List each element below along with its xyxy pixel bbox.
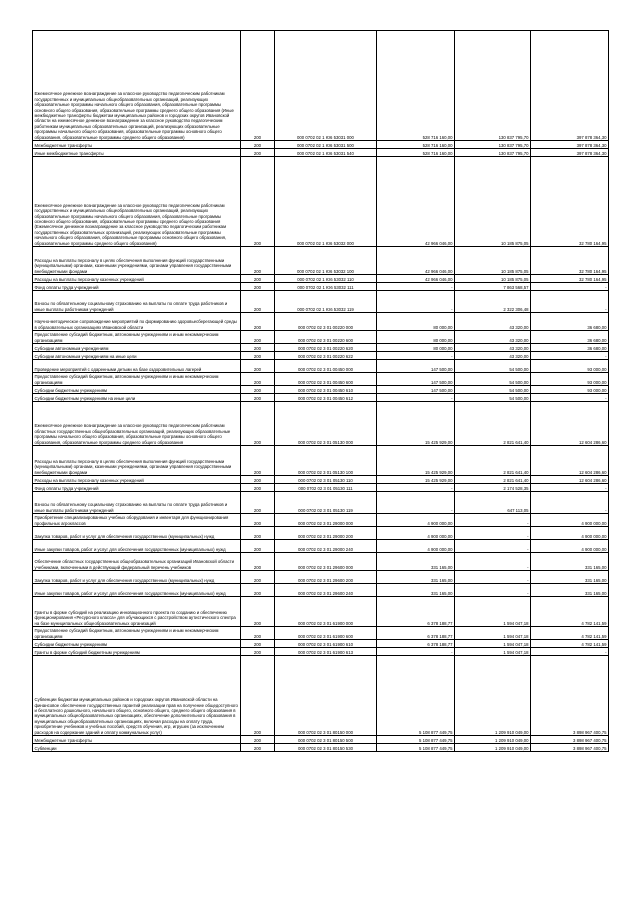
- row-unexecuted: 12 604 286,60: [531, 402, 609, 446]
- table-row: [33, 736, 609, 744]
- row-approved: 331 165,00: [377, 584, 455, 597]
- table-row: [33, 275, 609, 283]
- row-unexecuted: 93 000,00: [531, 386, 609, 394]
- row-name: Субсидии автономным учреждениям на иные цели: [33, 352, 241, 360]
- table-row: [33, 640, 609, 648]
- table-row: [33, 514, 609, 527]
- row-kbk: 000 0702 02 3 01 61900 600: [275, 627, 377, 640]
- row-code: 200: [241, 373, 275, 386]
- row-executed: 10 185 875,05: [455, 275, 531, 283]
- table-row: [33, 476, 609, 484]
- row-executed: 54 500,00: [455, 360, 531, 373]
- row-name: Субвенции бюджетам муниципальных районов и городских округов Ивановской области на финансовое обеспечение государственных гарантий реализации прав на получение общедоступного и бесплатного дошкольного, начального общего, основного общего, среднего общего образования в муниципальных общеобразовательных организациях, обеспечение дополнительного образования в муниципальных общеобразовательных организациях, включая расходы на оплату труда, приобретение учебников и учебных пособий, средств обучения, игр, игрушек (за исключением расходов на содержание зданий и оплату коммунальных услуг): [33, 656, 241, 736]
- row-name: Расходы на выплаты персоналу казенных учреждений: [33, 275, 241, 283]
- row-name: Межбюджетные трансферты: [33, 141, 241, 149]
- table-row: [33, 584, 609, 597]
- row-kbk: 000 0702 02 3 01 05130 100: [275, 446, 377, 476]
- row-kbk: 000 0702 02 3 01 00220 600: [275, 331, 377, 344]
- row-kbk: 000 0702 02 1 Ю6 53031 000: [275, 31, 377, 141]
- table-row: [33, 394, 609, 402]
- row-unexecuted: -: [531, 352, 609, 360]
- row-kbk: 000 0702 02 3 01 00220 622: [275, 352, 377, 360]
- row-approved: 528 716 160,00: [377, 141, 455, 149]
- row-kbk: 000 0702 02 3 01 00450 600: [275, 373, 377, 386]
- row-unexecuted: 331 165,00: [531, 553, 609, 571]
- row-name: Иные закупки товаров, работ и услуг для обеспечения государственных (муниципальных) нужд: [33, 540, 241, 553]
- row-executed: 647 113,05: [455, 492, 531, 514]
- table-row: [33, 352, 609, 360]
- row-name: Закупка товаров, работ и услуг для обеспечения государственных (муниципальных) нужд: [33, 571, 241, 584]
- row-unexecuted: 93 000,00: [531, 360, 609, 373]
- row-unexecuted: -: [531, 291, 609, 313]
- row-code: 200: [241, 247, 275, 275]
- row-unexecuted: 4 782 141,59: [531, 597, 609, 627]
- row-code: 200: [241, 640, 275, 648]
- row-name: Ежемесячное денежное вознаграждение за классное руководство педагогическим работникам областных государственных общеобразовательных организаций, реализующих образовательные программы начального общего образования, образовательные программы основного общего образования, образовательные программы среднего общего образования: [33, 402, 241, 446]
- row-executed: -: [455, 527, 531, 540]
- row-name: Предоставление субсидий бюджетным, автономным учреждениям и иным некоммерческим организациям: [33, 627, 241, 640]
- table-row: [33, 527, 609, 540]
- row-kbk: 000 0702 02 3 01 00220 620: [275, 344, 377, 352]
- table-row: [33, 744, 609, 752]
- row-code: 200: [241, 597, 275, 627]
- row-approved: 80 000,00: [377, 344, 455, 352]
- row-code: 200: [241, 386, 275, 394]
- row-executed: 10 185 875,05: [455, 247, 531, 275]
- row-approved: 147 500,00: [377, 386, 455, 394]
- row-name: Субвенции: [33, 744, 241, 752]
- row-code: 200: [241, 291, 275, 313]
- row-code: 200: [241, 283, 275, 291]
- row-unexecuted: 36 680,00: [531, 344, 609, 352]
- row-code: 200: [241, 31, 275, 141]
- row-kbk: 000 0702 02 3 01 00450 612: [275, 394, 377, 402]
- budget-execution-table: [32, 30, 609, 752]
- row-approved: -: [377, 492, 455, 514]
- row-approved: 4 900 000,00: [377, 514, 455, 527]
- table-row: [33, 627, 609, 640]
- row-approved: -: [377, 291, 455, 313]
- row-name: Ежемесячное денежное вознаграждение за классное руководство педагогическим работникам государственных и муниципальных общеобразовательных организаций, реализующих образовательные программы начального общего образования, образовательные программы основного общего образования, образовательные программы среднего общего образования (Иные межбюджетные трансферты бюджетам муниципальных районов и городских округов Ивановской области на ежемесячное денежное вознаграждение за классное руководство педагогическим работникам муниципальных образовательных организаций, реализующих образовательные программы начального общего образования, образовательные программы основного общего образования, образовательные программы среднего общего образования): [33, 31, 241, 141]
- row-executed: -: [455, 514, 531, 527]
- row-code: 200: [241, 553, 275, 571]
- row-name: Взносы по обязательному социальному страхованию на выплаты по оплате труда работников и иные выплаты работникам учреждений: [33, 492, 241, 514]
- row-executed: 7 863 568,57: [455, 283, 531, 291]
- row-executed: 1 209 910 049,00: [455, 736, 531, 744]
- row-approved: 42 966 046,00: [377, 157, 455, 247]
- row-executed: 2 821 641,40: [455, 476, 531, 484]
- table-row: [33, 313, 609, 331]
- row-code: 200: [241, 149, 275, 157]
- row-approved: -: [377, 394, 455, 402]
- row-executed: 1 209 910 049,00: [455, 744, 531, 752]
- row-name: Расходы на выплаты персоналу в целях обеспечения выполнения функций государственными (муниципальными) органами, казенными учреждениями, органами управления государственными внебюджетными фондами: [33, 247, 241, 275]
- row-code: 200: [241, 352, 275, 360]
- row-name: Гранты в форме субсидий бюджетным учреждениям: [33, 648, 241, 656]
- row-executed: 10 185 875,05: [455, 157, 531, 247]
- row-code: 200: [241, 627, 275, 640]
- row-name: Научно-методическое сопровождение мероприятий по формированию здоровьесберегающей среды в образовательных организациях Ивановской области: [33, 313, 241, 331]
- row-code: 200: [241, 492, 275, 514]
- row-executed: 54 500,00: [455, 386, 531, 394]
- row-kbk: 000 0702 02 3 01 61900 613: [275, 648, 377, 656]
- table-row: [33, 553, 609, 571]
- table-row: [33, 571, 609, 584]
- row-kbk: 000 0702 02 3 01 80150 500: [275, 736, 377, 744]
- row-unexecuted: 32 780 164,95: [531, 157, 609, 247]
- row-code: 200: [241, 476, 275, 484]
- row-kbk: 000 0702 02 3 01 29000 240: [275, 540, 377, 553]
- row-name: Межбюджетные трансферты: [33, 736, 241, 744]
- row-code: 200: [241, 540, 275, 553]
- row-executed: 130 837 795,70: [455, 141, 531, 149]
- row-executed: 43 320,00: [455, 313, 531, 331]
- row-code: 200: [241, 157, 275, 247]
- table-row: [33, 344, 609, 352]
- row-executed: 2 174 528,35: [455, 484, 531, 492]
- table-row: [33, 141, 609, 149]
- row-approved: 42 966 046,00: [377, 275, 455, 283]
- table-row: [33, 157, 609, 247]
- row-code: 200: [241, 584, 275, 597]
- row-kbk: 000 0702 02 1 Ю6 53032 100: [275, 247, 377, 275]
- row-approved: 42 966 046,00: [377, 247, 455, 275]
- row-executed: 54 500,00: [455, 394, 531, 402]
- row-kbk: 000 0702 02 3 01 29000 000: [275, 514, 377, 527]
- row-name: Фонд оплаты труда учреждений: [33, 484, 241, 492]
- row-approved: 4 900 000,00: [377, 540, 455, 553]
- table-row: [33, 492, 609, 514]
- row-kbk: 000 0702 02 1 Ю6 53032 000: [275, 157, 377, 247]
- row-unexecuted: 397 878 364,30: [531, 149, 609, 157]
- row-approved: 6 378 188,77: [377, 597, 455, 627]
- row-approved: 80 000,00: [377, 331, 455, 344]
- row-executed: 1 594 047,18: [455, 648, 531, 656]
- row-code: 200: [241, 571, 275, 584]
- row-code: 200: [241, 402, 275, 446]
- row-unexecuted: -: [531, 492, 609, 514]
- row-executed: 130 837 795,70: [455, 149, 531, 157]
- row-name: Обеспечение областных государственных общеобразовательных организаций Ивановской области учебниками, включенными в действующий федеральный перечень учебников: [33, 553, 241, 571]
- row-executed: 2 821 641,40: [455, 446, 531, 476]
- row-name: Субсидии бюджетным учреждениям на иные цели: [33, 394, 241, 402]
- row-name: Приобретение специализированных учебных оборудования и инвентаря для функционирования профильных агроклассов: [33, 514, 241, 527]
- row-unexecuted: 331 165,00: [531, 584, 609, 597]
- row-approved: 4 900 000,00: [377, 527, 455, 540]
- row-unexecuted: 3 898 967 400,75: [531, 656, 609, 736]
- row-unexecuted: 32 780 164,95: [531, 275, 609, 283]
- row-approved: 6 378 188,77: [377, 640, 455, 648]
- row-approved: 15 425 929,00: [377, 446, 455, 476]
- row-name: Расходы на выплаты персоналу казенных учреждений: [33, 476, 241, 484]
- row-code: 200: [241, 141, 275, 149]
- row-approved: -: [377, 352, 455, 360]
- row-executed: -: [455, 540, 531, 553]
- row-approved: 528 716 160,00: [377, 149, 455, 157]
- row-name: Субсидии автономным учреждениям: [33, 344, 241, 352]
- row-code: 200: [241, 514, 275, 527]
- row-unexecuted: -: [531, 394, 609, 402]
- row-approved: -: [377, 484, 455, 492]
- row-approved: 331 165,00: [377, 571, 455, 584]
- row-executed: -: [455, 571, 531, 584]
- row-kbk: 000 0702 02 1 Ю6 53032 110: [275, 275, 377, 283]
- table-row: [33, 446, 609, 476]
- row-kbk: 000 0702 02 1 Ю6 53031 500: [275, 141, 377, 149]
- row-name: Гранты в форме субсидий на реализацию инновационного проекта по созданию и обеспечению функционирования «Ресурсного класса» для обучающихся с расстройством аутистического спектра на базе муниципальных общеобразовательных организаций: [33, 597, 241, 627]
- row-kbk: 000 0702 02 3 01 00450 000: [275, 360, 377, 373]
- row-unexecuted: 93 000,00: [531, 373, 609, 386]
- row-kbk: 000 0702 02 3 01 05130 111: [275, 484, 377, 492]
- row-approved: 80 000,00: [377, 313, 455, 331]
- row-kbk: 000 0702 02 3 01 29000 200: [275, 527, 377, 540]
- row-executed: 1 209 910 049,00: [455, 656, 531, 736]
- row-name: Предоставление субсидий бюджетным, автономным учреждениям и иным некоммерческим организациям: [33, 373, 241, 386]
- row-unexecuted: 36 680,00: [531, 313, 609, 331]
- row-kbk: 000 0702 02 3 01 29600 200: [275, 571, 377, 584]
- table-row: [33, 149, 609, 157]
- table-row: [33, 373, 609, 386]
- row-unexecuted: 397 878 364,30: [531, 31, 609, 141]
- row-code: 200: [241, 394, 275, 402]
- table-row: [33, 283, 609, 291]
- row-kbk: 000 0702 02 3 01 61900 000: [275, 597, 377, 627]
- row-approved: 147 500,00: [377, 360, 455, 373]
- row-approved: 147 500,00: [377, 373, 455, 386]
- row-executed: 1 594 047,18: [455, 597, 531, 627]
- row-executed: 1 594 047,18: [455, 627, 531, 640]
- row-approved: 15 425 929,00: [377, 402, 455, 446]
- row-code: 200: [241, 331, 275, 344]
- row-approved: 15 425 929,00: [377, 476, 455, 484]
- row-name: Субсидии бюджетным учреждениям: [33, 640, 241, 648]
- row-approved: 331 165,00: [377, 553, 455, 571]
- row-unexecuted: -: [531, 484, 609, 492]
- row-approved: 528 716 160,00: [377, 31, 455, 141]
- row-executed: -: [455, 553, 531, 571]
- row-executed: 54 500,00: [455, 373, 531, 386]
- row-approved: 6 378 188,77: [377, 627, 455, 640]
- row-approved: 5 108 877 449,75: [377, 736, 455, 744]
- row-kbk: 000 0702 02 3 01 05130 119: [275, 492, 377, 514]
- row-kbk: 000 0702 02 3 01 80150 530: [275, 744, 377, 752]
- row-executed: -: [455, 584, 531, 597]
- row-kbk: 000 0702 02 3 01 00450 610: [275, 386, 377, 394]
- table-row: [33, 648, 609, 656]
- row-code: 200: [241, 736, 275, 744]
- row-kbk: 000 0702 02 3 01 61900 610: [275, 640, 377, 648]
- row-kbk: 000 0702 02 1 Ю6 53031 540: [275, 149, 377, 157]
- row-unexecuted: -: [531, 283, 609, 291]
- table-row: [33, 247, 609, 275]
- row-executed: 43 320,00: [455, 352, 531, 360]
- row-unexecuted: 3 898 967 400,75: [531, 744, 609, 752]
- row-unexecuted: 4 782 141,59: [531, 627, 609, 640]
- row-kbk: 000 0702 02 1 Ю6 53032 119: [275, 291, 377, 313]
- row-unexecuted: 331 165,00: [531, 571, 609, 584]
- row-unexecuted: 32 780 164,95: [531, 247, 609, 275]
- row-name: Фонд оплаты труда учреждений: [33, 283, 241, 291]
- row-code: 200: [241, 313, 275, 331]
- row-code: 200: [241, 744, 275, 752]
- table-row: [33, 31, 609, 141]
- row-code: 200: [241, 344, 275, 352]
- row-unexecuted: -: [531, 648, 609, 656]
- row-approved: -: [377, 283, 455, 291]
- row-name: Проведение мероприятий с одаренными детьми на базе оздоровительных лагерей: [33, 360, 241, 373]
- row-code: 200: [241, 275, 275, 283]
- row-executed: 2 821 641,40: [455, 402, 531, 446]
- row-name: Предоставление субсидий бюджетным, автономным учреждениям и иным некоммерческим организациям: [33, 331, 241, 344]
- table-row: [33, 360, 609, 373]
- table-row: [33, 386, 609, 394]
- row-approved: -: [377, 648, 455, 656]
- row-kbk: 000 0702 02 3 01 00220 000: [275, 313, 377, 331]
- row-unexecuted: 4 900 000,00: [531, 527, 609, 540]
- row-name: Закупка товаров, работ и услуг для обеспечения государственных (муниципальных) нужд: [33, 527, 241, 540]
- row-approved: 5 108 877 449,75: [377, 656, 455, 736]
- row-kbk: 000 0702 02 3 01 29600 000: [275, 553, 377, 571]
- row-executed: 1 594 047,18: [455, 640, 531, 648]
- row-unexecuted: 3 898 967 400,75: [531, 736, 609, 744]
- row-unexecuted: 397 878 364,30: [531, 141, 609, 149]
- table-row: [33, 402, 609, 446]
- row-code: 200: [241, 360, 275, 373]
- row-name: Ежемесячное денежное вознаграждение за классное руководство педагогическим работникам государственных и муниципальных общеобразовательных организаций, реализующих образовательные программы начального общего образования, образовательные программы основного общего образования, образовательные программы среднего общего образования (Ежемесячное денежное вознаграждение за классное руководство педагогическим работникам государственных образовательных организаций, реализующих образовательные программы начального общего образования, образовательные программы основного общего образования, образовательные программы среднего общего образования): [33, 157, 241, 247]
- row-kbk: 000 0702 02 3 01 05130 000: [275, 402, 377, 446]
- row-executed: 130 837 795,70: [455, 31, 531, 141]
- row-name: Иные закупки товаров, работ и услуг для обеспечения государственных (муниципальных) нужд: [33, 584, 241, 597]
- row-code: 200: [241, 484, 275, 492]
- row-code: 200: [241, 446, 275, 476]
- row-code: 200: [241, 648, 275, 656]
- row-unexecuted: 36 680,00: [531, 331, 609, 344]
- table-row: [33, 656, 609, 736]
- table-row: [33, 484, 609, 492]
- row-code: 200: [241, 656, 275, 736]
- row-executed: 43 320,00: [455, 331, 531, 344]
- row-unexecuted: 4 900 000,00: [531, 540, 609, 553]
- row-name: Иные межбюджетные трансферты: [33, 149, 241, 157]
- row-approved: 5 108 877 449,75: [377, 744, 455, 752]
- row-name: Взносы по обязательному социальному страхованию на выплаты по оплате труда работников и иные выплаты работникам учреждений: [33, 291, 241, 313]
- row-kbk: 000 0702 02 1 Ю6 53032 111: [275, 283, 377, 291]
- row-executed: 2 322 306,48: [455, 291, 531, 313]
- row-name: Расходы на выплаты персоналу в целях обеспечения выполнения функций государственными (муниципальными) органами, казенными учреждениями, органами управления государственными внебюджетными фондами: [33, 446, 241, 476]
- row-code: 200: [241, 527, 275, 540]
- row-kbk: 000 0702 02 3 01 80150 000: [275, 656, 377, 736]
- row-kbk: 000 0702 02 3 01 05130 110: [275, 476, 377, 484]
- row-executed: 43 320,00: [455, 344, 531, 352]
- row-name: Субсидии бюджетным учреждениям: [33, 386, 241, 394]
- row-kbk: 000 0702 02 3 01 29600 240: [275, 584, 377, 597]
- report-page: [32, 30, 608, 752]
- row-unexecuted: 4 900 000,00: [531, 514, 609, 527]
- row-unexecuted: 12 604 286,60: [531, 476, 609, 484]
- row-unexecuted: 12 604 286,60: [531, 446, 609, 476]
- table-row: [33, 597, 609, 627]
- table-row: [33, 331, 609, 344]
- row-unexecuted: 4 782 141,59: [531, 640, 609, 648]
- table-row: [33, 291, 609, 313]
- table-row: [33, 540, 609, 553]
